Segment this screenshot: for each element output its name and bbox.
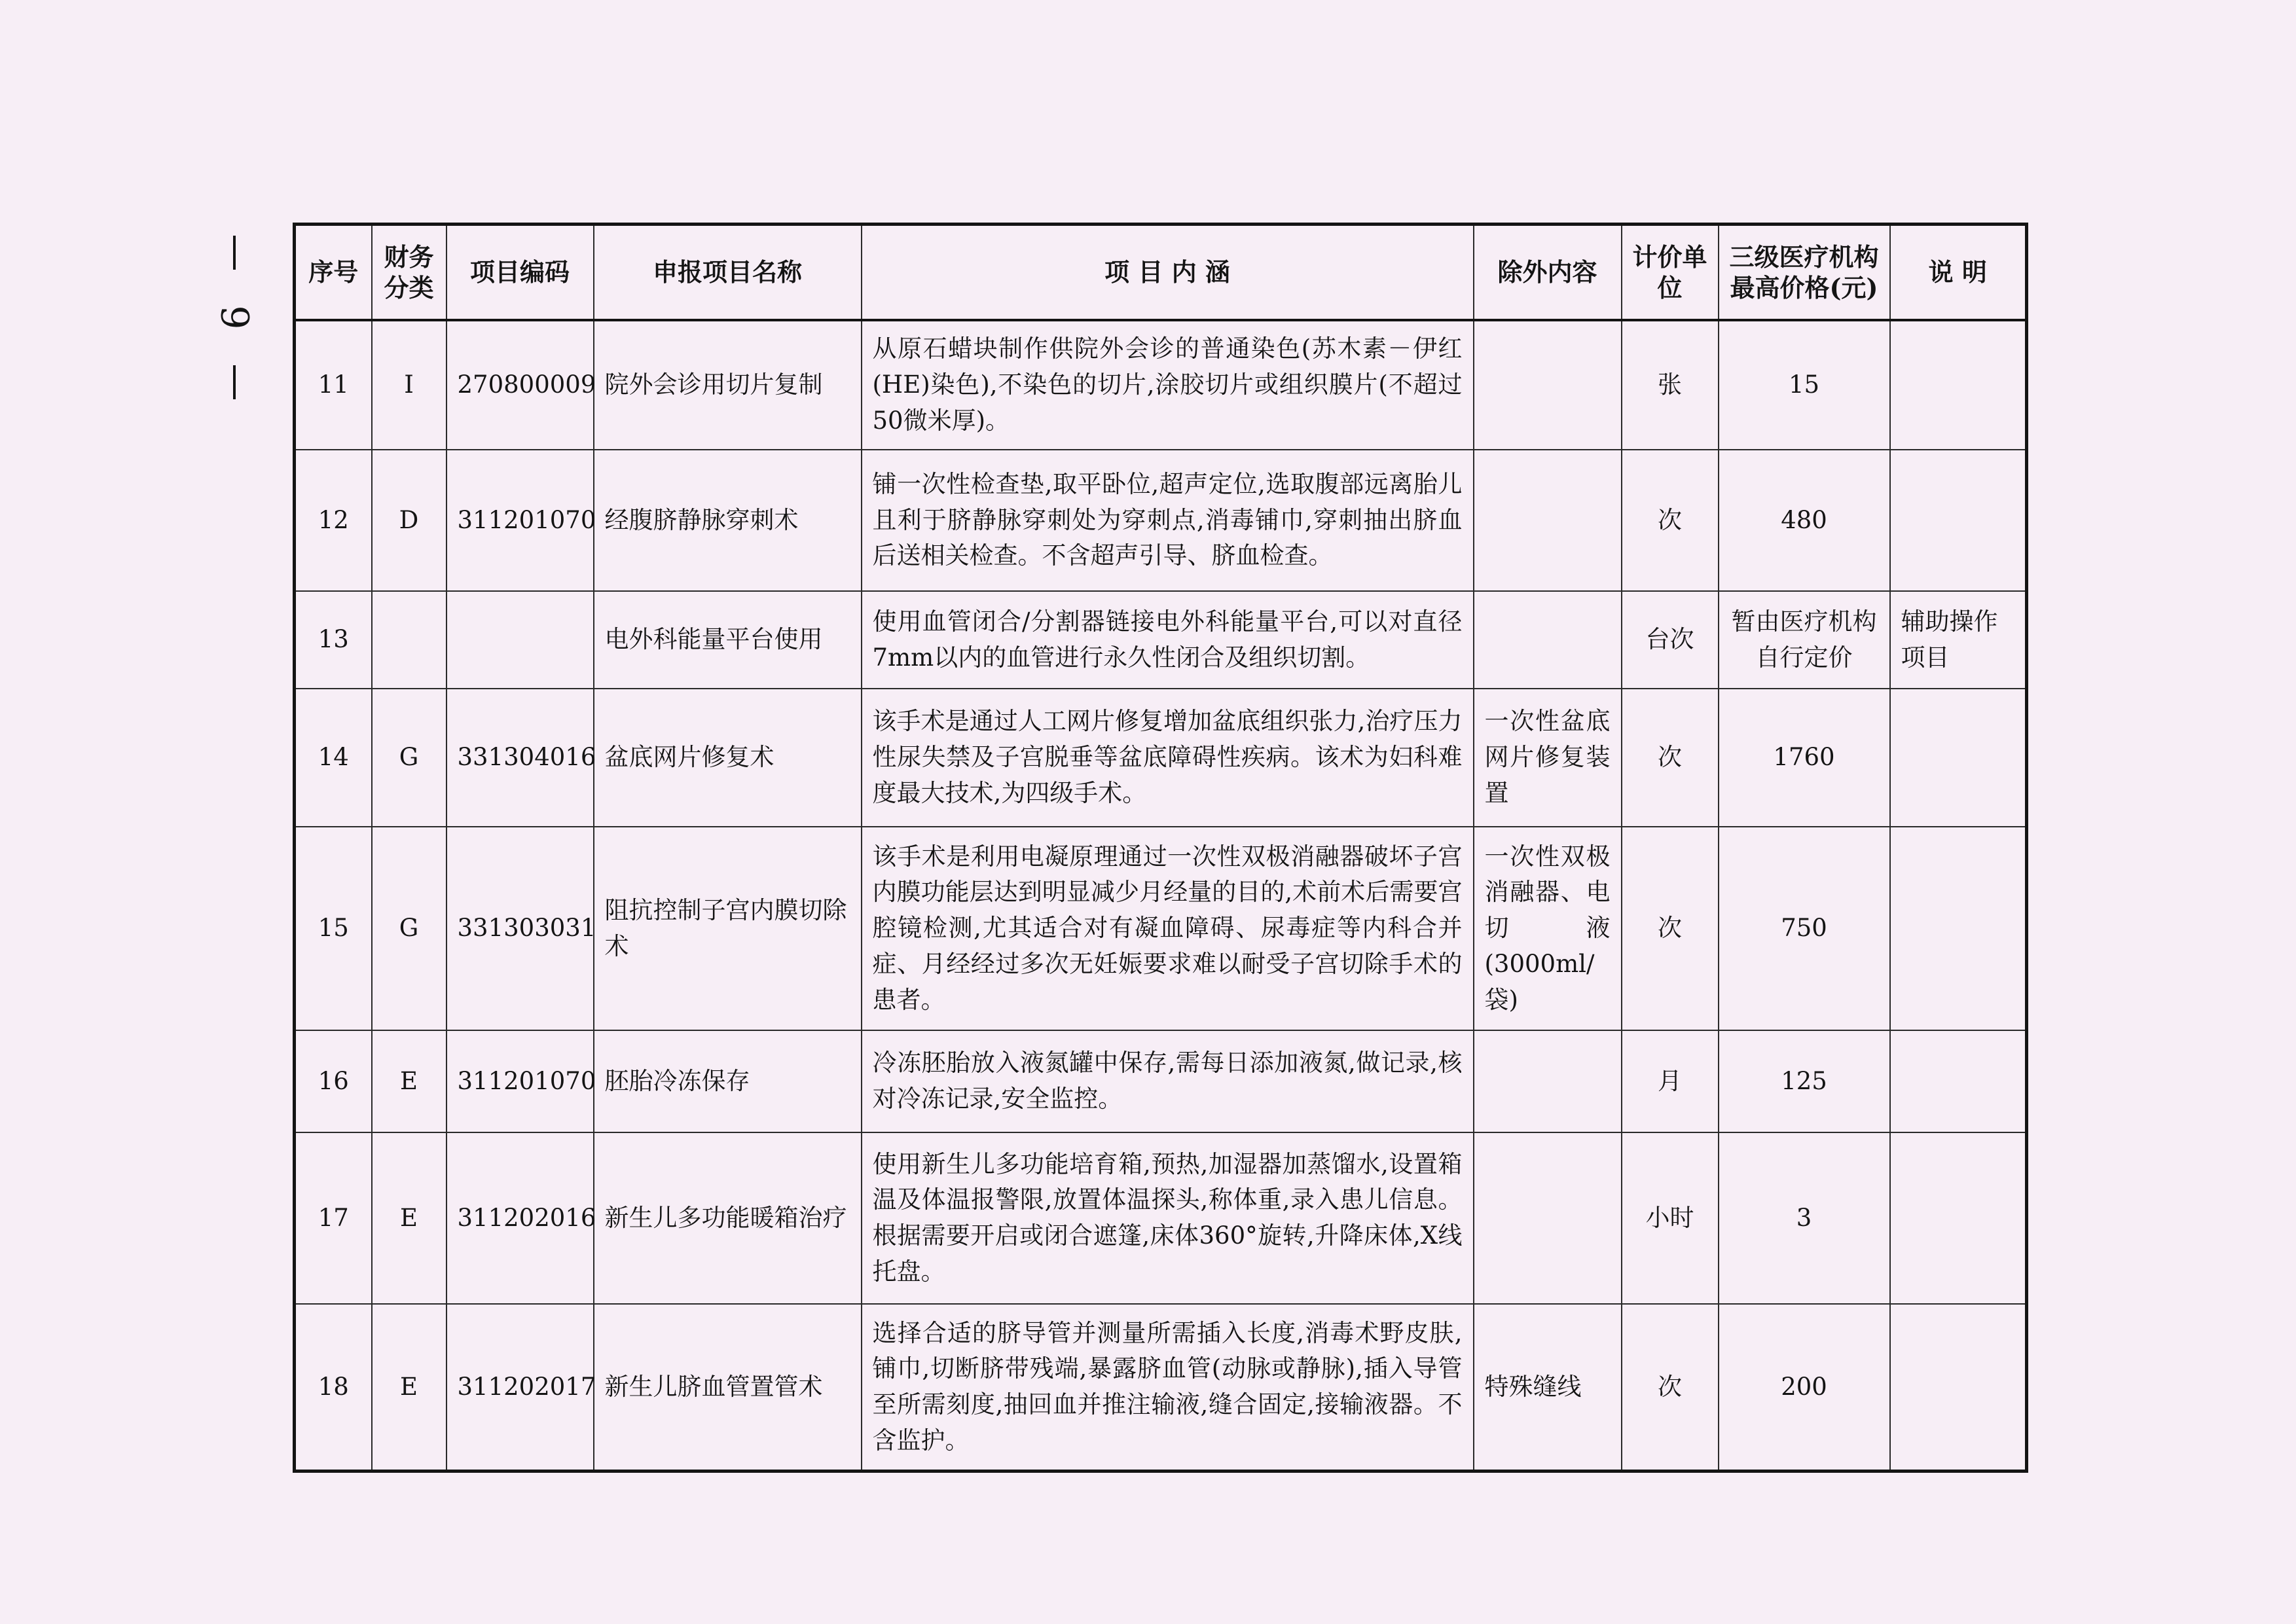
cell-name: 阻抗控制子宫内膜切除术 xyxy=(594,827,862,1030)
cell-category: G xyxy=(372,689,446,827)
cell-content: 该手术是利用电凝原理通过一次性双极消融器破坏子宫内膜功能层达到明显减少月经量的目的,术前术后需要宫腔镜检测,尤其适合对有凝血障碍、尿毒症等内科合并症、月经经过多次无妊娠要求难以耐受子宫切除手术的患者。 xyxy=(862,827,1474,1030)
header-row xyxy=(295,225,2027,321)
table-row xyxy=(295,689,2027,827)
cell-seq: 12 xyxy=(295,450,372,591)
cell-code: 331303031 xyxy=(446,827,594,1030)
cell-note: 辅助操作项目 xyxy=(1890,591,2027,689)
header-note: 说 明 xyxy=(1890,225,2027,321)
header-price: 三级医疗机构最高价格(元) xyxy=(1719,225,1890,321)
header-content: 项 目 内 涵 xyxy=(862,225,1474,321)
cell-content: 使用新生儿多功能培育箱,预热,加湿器加蒸馏水,设置箱温及体温报警限,放置体温探头,称体重,录入患儿信息。根据需要开启或闭合遮篷,床体360°旋转,升降床体,X线托盘。 xyxy=(862,1132,1474,1304)
table-row xyxy=(295,1030,2027,1132)
table-row xyxy=(295,320,2027,450)
cell-price: 750 xyxy=(1719,827,1890,1030)
cell-unit: 次 xyxy=(1622,1304,1719,1471)
page-number-dash-bottom xyxy=(233,365,236,399)
cell-code: 270800009 xyxy=(446,320,594,450)
cell-name: 新生儿多功能暖箱治疗 xyxy=(594,1132,862,1304)
cell-price: 480 xyxy=(1719,450,1890,591)
header-name: 申报项目名称 xyxy=(594,225,862,321)
cell-seq: 16 xyxy=(295,1030,372,1132)
cell-excluded xyxy=(1474,591,1622,689)
cell-note xyxy=(1890,450,2027,591)
cell-code: 331304016 xyxy=(446,689,594,827)
cell-name: 电外科能量平台使用 xyxy=(594,591,862,689)
cell-code: 311202017 xyxy=(446,1304,594,1471)
cell-seq: 18 xyxy=(295,1304,372,1471)
header-code: 项目编码 xyxy=(446,225,594,321)
fee-table xyxy=(293,223,2028,1473)
table-row xyxy=(295,1132,2027,1304)
cell-seq: 17 xyxy=(295,1132,372,1304)
cell-seq: 11 xyxy=(295,320,372,450)
page-number xyxy=(208,236,261,399)
cell-price: 200 xyxy=(1719,1304,1890,1471)
cell-category: E xyxy=(372,1132,446,1304)
cell-name: 盆底网片修复术 xyxy=(594,689,862,827)
cell-category: G xyxy=(372,827,446,1030)
cell-content: 该手术是通过人工网片修复增加盆底组织张力,治疗压力性尿失禁及子宫脱垂等盆底障碍性疾病。该术为妇科难度最大技术,为四级手术。 xyxy=(862,689,1474,827)
cell-note xyxy=(1890,1030,2027,1132)
cell-content: 从原石蜡块制作供院外会诊的普通染色(苏木素－伊红(HE)染色),不染色的切片,涂胶切片或组织膜片(不超过50微米厚)。 xyxy=(862,320,1474,450)
cell-seq: 13 xyxy=(295,591,372,689)
cell-unit: 月 xyxy=(1622,1030,1719,1132)
cell-excluded: 一次性盆底网片修复装置 xyxy=(1474,689,1622,827)
table-row xyxy=(295,450,2027,591)
cell-name: 经腹脐静脉穿刺术 xyxy=(594,450,862,591)
cell-seq: 15 xyxy=(295,827,372,1030)
cell-content: 使用血管闭合/分割器链接电外科能量平台,可以对直径7mm以内的血管进行永久性闭合及组织切割。 xyxy=(862,591,1474,689)
cell-content: 冷冻胚胎放入液氮罐中保存,需每日添加液氮,做记录,核对冷冻记录,安全监控。 xyxy=(862,1030,1474,1132)
cell-note xyxy=(1890,1304,2027,1471)
cell-note xyxy=(1890,1132,2027,1304)
cell-excluded: 特殊缝线 xyxy=(1474,1304,1622,1471)
cell-price: 3 xyxy=(1719,1132,1890,1304)
cell-code: 311201070 xyxy=(446,1030,594,1132)
page-number-value: 9 xyxy=(212,305,257,330)
cell-price: 15 xyxy=(1719,320,1890,450)
table-row xyxy=(295,591,2027,689)
page-number-dash-top xyxy=(233,236,236,270)
cell-unit: 台次 xyxy=(1622,591,1719,689)
cell-price: 暂由医疗机构自行定价 xyxy=(1719,591,1890,689)
cell-name: 院外会诊用切片复制 xyxy=(594,320,862,450)
cell-note xyxy=(1890,320,2027,450)
cell-excluded xyxy=(1474,1132,1622,1304)
header-unit: 计价单位 xyxy=(1622,225,1719,321)
cell-unit: 张 xyxy=(1622,320,1719,450)
table-row xyxy=(295,1304,2027,1471)
header-category: 财务分类 xyxy=(372,225,446,321)
cell-content: 铺一次性检查垫,取平卧位,超声定位,选取腹部远离胎儿且利于脐静脉穿刺处为穿刺点,消毒铺巾,穿刺抽出脐血后送相关检查。不含超声引导、脐血检查。 xyxy=(862,450,1474,591)
cell-unit: 次 xyxy=(1622,450,1719,591)
cell-excluded: 一次性双极消融器、电切液(3000ml/袋) xyxy=(1474,827,1622,1030)
cell-name: 胚胎冷冻保存 xyxy=(594,1030,862,1132)
cell-category: E xyxy=(372,1304,446,1471)
cell-unit: 小时 xyxy=(1622,1132,1719,1304)
cell-unit: 次 xyxy=(1622,689,1719,827)
cell-unit: 次 xyxy=(1622,827,1719,1030)
cell-excluded xyxy=(1474,1030,1622,1132)
cell-code: 311202016 xyxy=(446,1132,594,1304)
cell-category: I xyxy=(372,320,446,450)
cell-category xyxy=(372,591,446,689)
cell-excluded xyxy=(1474,450,1622,591)
cell-category: E xyxy=(372,1030,446,1132)
cell-price: 1760 xyxy=(1719,689,1890,827)
table-row xyxy=(295,827,2027,1030)
header-excluded: 除外内容 xyxy=(1474,225,1622,321)
cell-note xyxy=(1890,689,2027,827)
cell-content: 选择合适的脐导管并测量所需插入长度,消毒术野皮肤,铺巾,切断脐带残端,暴露脐血管(动脉或静脉),插入导管至所需刻度,抽回血并推注输液,缝合固定,接输液器。不含监护。 xyxy=(862,1304,1474,1471)
cell-code xyxy=(446,591,594,689)
cell-price: 125 xyxy=(1719,1030,1890,1132)
cell-excluded xyxy=(1474,320,1622,450)
cell-code: 311201070 xyxy=(446,450,594,591)
cell-seq: 14 xyxy=(295,689,372,827)
cell-name: 新生儿脐血管置管术 xyxy=(594,1304,862,1471)
header-seq: 序号 xyxy=(295,225,372,321)
cell-category: D xyxy=(372,450,446,591)
cell-note xyxy=(1890,827,2027,1030)
